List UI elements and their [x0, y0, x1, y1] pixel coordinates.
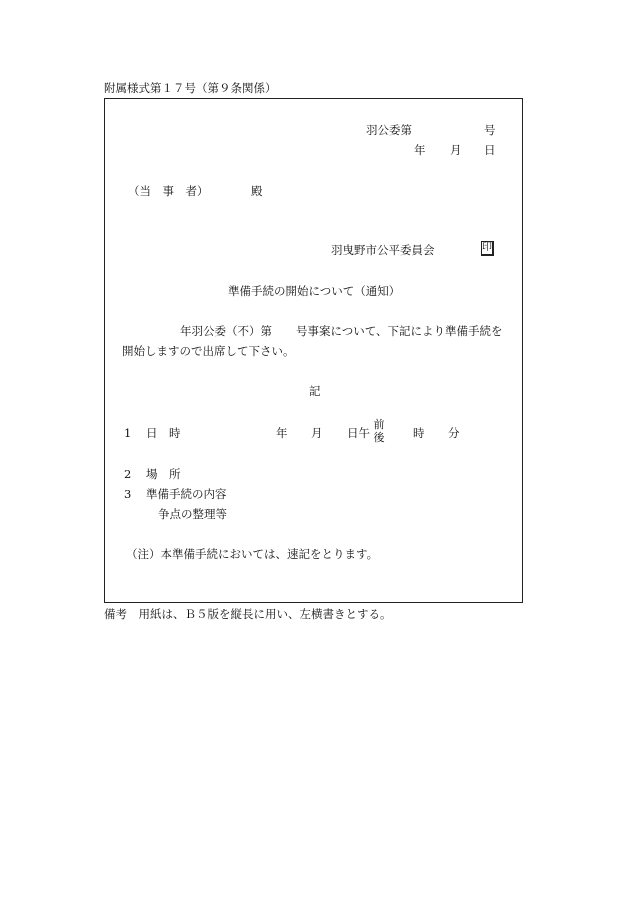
body-line1-rest: 号事案について、下記により準備手続を: [296, 324, 503, 338]
item1-number: 1: [124, 426, 132, 440]
note: （注）本準備手続においては、速記をとります。: [126, 547, 379, 561]
body-line2: 開始しますので出席して下さい。: [122, 344, 295, 358]
ki-heading: 記: [309, 384, 321, 398]
item2-number: 2: [124, 467, 132, 481]
document-number-suffix: 号: [484, 123, 496, 137]
item1-label: 日 時: [146, 426, 181, 440]
seal-icon: 印: [481, 241, 494, 256]
item1-ampm: [372, 418, 386, 444]
body-year-ref: 年羽公委（不）第: [180, 324, 272, 338]
item3-sub: 争点の整理等: [158, 507, 227, 521]
notice-title: 準備手続の開始について（通知）: [228, 284, 401, 298]
item2-label: 場 所: [146, 467, 181, 481]
date-day: 日: [484, 143, 496, 157]
form-number-label: 附属様式第１７号（第９条関係）: [104, 81, 277, 95]
item1-day-prefix: 日午: [347, 426, 370, 440]
date-month: 月: [450, 143, 462, 157]
recipient-label: （当 事 者）: [128, 184, 209, 198]
document-number-prefix: 羽公委第: [366, 123, 412, 137]
item1-am: 前: [373, 418, 385, 431]
footer-note: 備考 用紙は、Ｂ５版を縦長に用い、左横書きとする。: [104, 607, 392, 621]
item1-year: 年: [276, 426, 288, 440]
item1-month: 月: [311, 426, 323, 440]
sender-name: 羽曳野市公平委員会: [331, 243, 435, 257]
item3-number: 3: [124, 487, 132, 501]
item1-hour: 時: [413, 426, 425, 440]
item1-minute: 分: [448, 426, 460, 440]
date-year: 年: [414, 143, 426, 157]
item1-pm: 後: [373, 431, 385, 444]
item3-label: 準備手続の内容: [146, 487, 227, 501]
recipient-honorific: 殿: [251, 184, 263, 198]
